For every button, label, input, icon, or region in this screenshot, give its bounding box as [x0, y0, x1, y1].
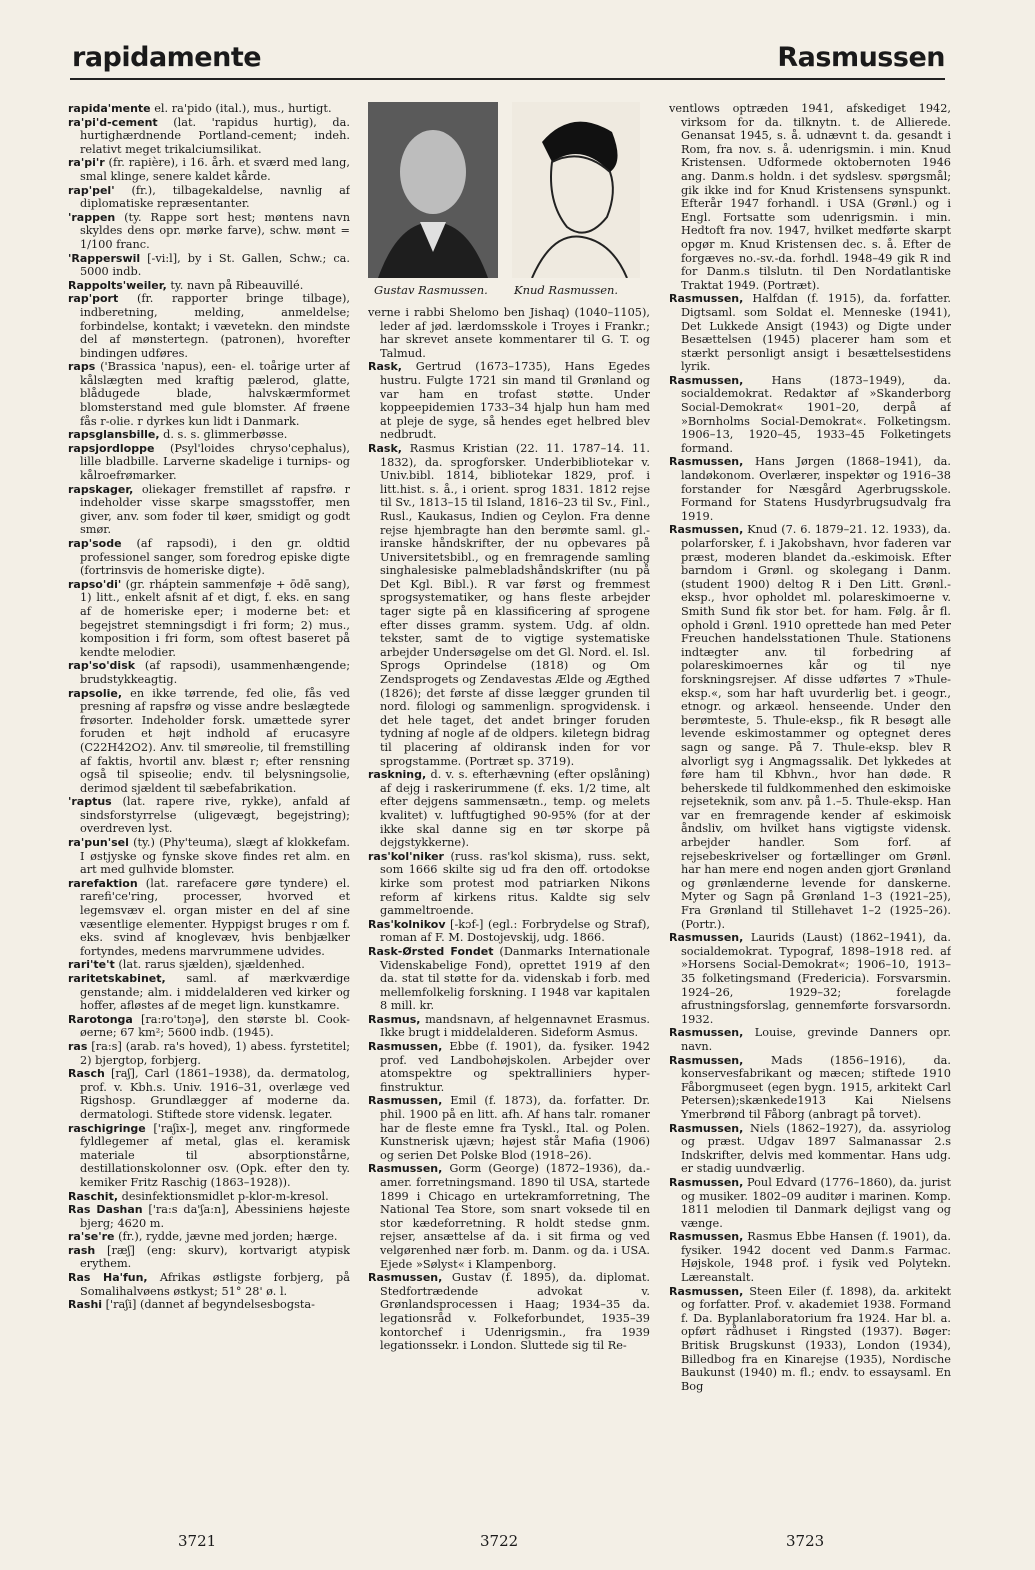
entry-text: (ty.) (Phy'teuma), slægt af klokkefam. I østjyske og fynske skove findes ret alm. en art med gulhvide blomster. [80, 836, 350, 877]
entry-text: desinfektionsmidlet p-klor-m-kresol. [118, 1189, 329, 1203]
entry-text: Poul Edvard (1776–1860), da. jurist og musiker. 1802–09 auditør i marinen. Komp. 1811 melodien til Danmark dejligst vang og vænge. [681, 1175, 951, 1230]
header-rule [70, 78, 945, 80]
entry-text: ty. navn på Ribeauvillé. [166, 278, 304, 292]
dictionary-entry [368, 1040, 650, 1094]
entry-text: (Psyl'loides chryso'cephalus), lille bladbille. Larverne skadelige i turnips- og kålroefrømarker. [80, 441, 350, 483]
entry-text: Rasmus Ebbe Hansen (f. 1901), da. fysiker. 1942 docent ved Danm.s Farmac. Højskole, 1948 prof. i fysik ved Polytekn. Læreanstalt. [681, 1230, 951, 1285]
entry-text: (fr. rapporter bringe tilbage), indberetning, melding, anmeldelse; forbindelse, kontakt; i vævetekn. den mindste del af mønstertegn. (patronen), hvorefter bindingen udføres. [80, 292, 350, 360]
entry-headword: ras'kol'niker [368, 849, 444, 863]
entry-headword: Rasmussen, [669, 523, 744, 537]
dictionary-entry [68, 537, 350, 578]
entry-headword: Rasmussen, [669, 1026, 744, 1040]
dictionary-entry [68, 1244, 350, 1271]
dictionary-entry [368, 306, 650, 360]
dictionary-entry [68, 116, 350, 157]
dictionary-entry [669, 523, 951, 931]
column-2-text [368, 306, 650, 1353]
dictionary-entry [368, 918, 650, 945]
dictionary-entry [368, 850, 650, 918]
dictionary-entry [68, 1271, 350, 1298]
entry-text: verne i rabbi Shelomo ben Jishaq) (1040–1105), leder af jød. lærdomsskole i Troyes i Frankr.; har skrevet ansete kommentarer til G. T. og Talmud. [368, 306, 650, 360]
header-left-word: rapidamente [72, 42, 262, 73]
column-1 [68, 102, 350, 1502]
entry-text: [-kɔf-] (egl.: Forbrydelse og Straf), roman af F. M. Dostojevskij, udg. 1866. [380, 917, 650, 945]
entry-text: ['raʃi] (dannet af begyndelsesbogsta- [102, 1298, 315, 1312]
dictionary-entry [68, 1013, 350, 1040]
entry-text: Halfdan (f. 1915), da. forfatter. Digtsaml. som Soldat el. Menneske (1941), Det Lukkede Ansigt (1943) og Digte under Besættelsen (1945) placerer ham som et stærkt personligt ansigt i besættelsestidens lyrik. [681, 292, 951, 374]
entry-headword: Rarotonga [68, 1012, 133, 1026]
column-3 [669, 102, 951, 1502]
entry-text: Hans (1873–1949), da. socialdemokrat. Redaktør af »Skanderborg Social-Demokrat« 1901–20, derpå af »Bornholms Social-Demokrat«. Folketingsm. 1906–13, 1920–45, 1933–45 Folketingets formand. [681, 373, 951, 455]
entry-text: (ty. Rappe sort hest; møntens navn skyldes dens opr. mørke farve), schw. mønt = 1/100 franc. [80, 210, 350, 251]
page-number-3721: 3721 [178, 1532, 217, 1550]
dictionary-entry [68, 877, 350, 959]
dictionary-entry [368, 1094, 650, 1162]
entry-headword: rapsolie, [68, 686, 123, 700]
entry-headword: 'rappen [68, 210, 116, 224]
entry-text: d. s. s. glimmerbøsse. [159, 428, 288, 442]
page-number-3723: 3723 [786, 1532, 825, 1550]
dictionary-entry [368, 442, 650, 768]
dictionary-entry [68, 687, 350, 796]
dictionary-entry [68, 428, 350, 442]
dictionary-entry [68, 1067, 350, 1121]
entry-text: (lat. rapere rive, rykke), anfald af sindsforstyrrelse (uligevægt, begejstring); overdreven lyst. [80, 795, 350, 836]
entry-headword: rapso'di' [68, 577, 122, 591]
entry-headword: Rask, [368, 360, 402, 374]
entry-headword: Rasmussen, [669, 373, 744, 387]
entry-text: ('Brassica 'napus), een- el. toårige urter af kålslægten med kraftig pælerod, glatte, blådugede blade, halvskærmformet blomsterstand med gule blomster. Af frøene fås r-olie. r dyrkes kun lidt i Danmark. [80, 360, 350, 428]
entry-headword: ras [68, 1039, 88, 1053]
dictionary-entry [669, 292, 951, 374]
entry-text: ventlows optræden 1941, afskediget 1942, virksom for da. tilknytn. t. de Allierede. Genansat 1945, s. å. udnævnt t. da. gesandt i Rom, fra nov. s. å. udenrigsmin. i min. Knud Kristensen. Udformede oktobernoten 1946 ang. Danm.s holdn. i det sydslesv. spørgsmål; gik ikke ind for Knud Kristensens synspunkt. Efterår 1947 forhandl. i USA (Grønl.) og i Engl. Fortsatte som udenrigsmin. i min. Hedtoft fra nov. 1947, hvilket medførte skarpt opgør m. Knud Kristensen dec. s. å. Efter de forgæves no.-sv.-da. forhdl. 1948–49 gik R ind for Danm.s tilslutn. til Den Nordatlantiske Traktat 1949. (Portræt). [669, 102, 951, 292]
entry-headword: Ras Dashan [68, 1203, 143, 1217]
entry-headword: Rasmussen, [669, 1175, 744, 1189]
dictionary-entry [68, 1298, 350, 1312]
entry-headword: Rask, [368, 441, 402, 455]
entry-headword: rap'pel' [68, 183, 115, 197]
entry-text: Gertrud (1673–1735), Hans Egedes hustru. Fulgte 1721 sin mand til Grønland og var ham en trofast støtte. Under koppeepidemien 1733–34 hjalp hun ham med at pleje de syge, så hendes eget helbred blev nedbrudt. [380, 360, 650, 442]
dictionary-entry [68, 1190, 350, 1204]
entry-text: [-vi:l], by i St. Gallen, Schw.; ca. 5000 indb. [80, 251, 350, 279]
caption-knud: Knud Rasmussen. [514, 283, 619, 297]
dictionary-entry [68, 795, 350, 836]
portrait-knud-rasmussen [512, 102, 640, 278]
entry-headword: Rashi [68, 1298, 103, 1312]
dictionary-entry [669, 1230, 951, 1284]
dictionary-entry [68, 958, 350, 972]
dictionary-entry [68, 279, 350, 293]
entry-headword: rapsjordloppe [68, 441, 155, 455]
entry-headword: Rasmussen, [669, 292, 744, 306]
dictionary-entry [669, 455, 951, 523]
caption-gustav: Gustav Rasmussen. [374, 283, 488, 297]
entry-text: (Danmarks Internationale Videnskabelige Fond), oprettet 1919 af den da. stat til støtte for da. videnskab i forb. med mellemfolkelig forskning. I 1948 var kapitalen 8 mill. kr. [380, 944, 650, 1013]
dictionary-entry [68, 102, 350, 116]
entry-text: Afrikas østligste forbjerg, på Somalihalvøens østkyst; 51° 28' ø. l. [80, 1271, 350, 1298]
entry-headword: 'Rapperswil [68, 251, 141, 265]
entry-text: Knud (7. 6. 1879–21. 12. 1933), da. polarforsker, f. i Jakobshavn, hvor faderen var præst, moderen blandet da.-eskimoisk. Efter barndom i Grønl. og skolegang i Danm. (student 1900) deltog R i Den Litt. Grønl.-eksp., hvor opholdet ml. polareskimoerne v. Smith Sund fik stor bet. for ham. Følg. år fl. ophold i Grønl. 1910 oprettede han med Peter Freuchen handelsstationen Thule. Stationens indtægter anv. til forbedring af polareskimoernes kår og til nye forskningsrejser. Af disse udførtes 7 »Thule-eksp.«, som har haft uvurderlig bet. i geogr., etnogr. og arkæol. henseende. Under den berømteste, 5. Thule-eksp., fik R besøgt alle levende eskimostammer og optegnet deres sagn og sange. På 7. Thule-eksp. blev R alvorligt syg i Angmagssalik. Det lykkedes at føre ham til Kbhvn., hvor han døde. R beherskede til fuldkommenhed den eskimoiske rejseteknik, som anv. på 1.–5. Thule-eksp. Han var en fremragende kender af eskimoisk åndsliv, om hvilket hans vigtigste vidensk. arbejder handler. Som forf. af rejsebeskrivelser og fortællinger om Grønl. har han mere end nogen anden gjort Grønland og grønlænderne levende for danskerne. Myter og Sagn på Grønland 1–3 (1921–25), Fra Grønland til Stillehavet 1–2 (1925–26). (Portr.). [681, 523, 951, 931]
dictionary-entry [669, 1054, 951, 1122]
entry-text: Niels (1862–1927), da. assyriolog og præst. Udgav 1897 Salmanassar 2.s Indskrifter, delvis med kommentar. Hans udg. er stadig uundværlig. [681, 1121, 951, 1176]
entry-text: mandsnavn, af helgennavnet Erasmus. Ikke brugt i middelalderen. Sideform Asmus. [380, 1012, 650, 1040]
dictionary-entry [68, 442, 350, 483]
entry-text: Steen Eiler (f. 1898), da. arkitekt og forfatter. Prof. v. akademiet 1938. Formand f. Da. Byplanlaboratorium fra 1924. Har bl. a. opført rådhuset i Ringsted (1937). Bøger: Britisk Brugskunst (1933), London (1934), Billedbog fra en Kinarejse (1935), Nordische Baukunst (1940) m. fl.; endv. to essaysaml. En Bog [681, 1284, 951, 1393]
entry-headword: Rasmussen, [368, 1040, 443, 1054]
column-2 [368, 102, 650, 1502]
dictionary-entry [669, 1026, 951, 1053]
dictionary-entry [68, 1040, 350, 1067]
entry-text: [raʃ], Carl (1861–1938), da. dermatolog, prof. v. Kbh.s. Univ. 1916–31, overlæge ved Rigshosp. Grundlægger af moderne da. dermatologi. Stiftede store vidensk. legater. [80, 1067, 350, 1121]
entry-headword: Ras Ha'fun, [68, 1271, 148, 1285]
entry-text: Mads (1856–1916), da. konservesfabrikant og mæcen; stiftede 1910 Fåborgmuseet (egen bygn. 1915, arkitekt Carl Petersen);skænkede1913 Kai Nielsens Ymerbrønd til Fåborg (anbragt på torvet). [681, 1053, 951, 1121]
entry-text: (fr.), rydde, jævne med jorden; hærge. [114, 1230, 338, 1244]
entry-text: [ra:s] (arab. ra's hoved), 1) abess. fyrstetitel; 2) bjergtop, forbjerg. [80, 1039, 350, 1067]
entry-text: ['raʃix-], meget anv. ringformede fyldlegemer af metal, glas el. keramisk materiale til absorptionstårne, destillationskolonner osv. (Opk. efter den ty. kemiker Fritz Raschig (1863–1928)). [80, 1121, 350, 1189]
dictionary-entry [669, 1176, 951, 1230]
entry-text: Gustav (f. 1895), da. diplomat. Stedfortrædende advokat v. Grønlandsprocessen i Haag; 1934–35 da. legationsråd v. Folkeforbundet, 1935–39 kontorchef i Udenrigsmin., fra 1939 legationssekr. i London. Sluttede sig til Re- [380, 1271, 650, 1353]
dictionary-entry [669, 1122, 951, 1176]
entry-headword: Rasmus, [368, 1012, 421, 1026]
entry-text: (lat. rarefacere gøre tyndere) el. rarefi'ce'ring, processer, hvorved et legemsvæv el. organ mister en del af sine væsentlige elementer. Hyppigst bruges r om f. eks. svind af knoglevæv, hvis benbjælker fortyndes, medens marvrummene udvides. [80, 876, 350, 958]
entry-headword: Rasmussen, [368, 1162, 443, 1176]
entry-headword: Rasmussen, [669, 1284, 744, 1298]
entry-headword: rash [68, 1243, 96, 1257]
entry-headword: Rask-Ørsted Fondet [368, 944, 494, 958]
entry-headword: rap'sode [68, 537, 122, 550]
entry-text: (fr.), tilbagekaldelse, navnlig af diplomatiske repræsentanter. [80, 183, 350, 211]
entry-headword: Rasmussen, [669, 931, 744, 945]
entry-headword: 'raptus [68, 795, 112, 809]
dictionary-entry [68, 972, 350, 1013]
entry-headword: ra'pun'sel [68, 836, 129, 850]
entry-headword: raritetskabinet, [68, 972, 166, 985]
entry-text: Rasmus Kristian (22. 11. 1787–14. 11. 1832), da. sprogforsker. Underbibliotekar v. Univ.bibl. 1814, bibliotekar 1829, prof. i litt.hist. s. å., i orient. sprog 1831. 1812 rejse til Sv., 1813–15 til Island, 1816–23 til Sv., Finl., Rusl., Kaukasus, Indien og Ceylon. Fra denne rejse hjembragte han den berømte saml. gl.-iranske håndskrifter, der nu opbevares på Universitetsbibl., og en fremragende samling singhalesiske palmebladshåndskrifter (nu på Det Kgl. Bibl.). R var først og fremmest sprogsystematiker, og hans fleste arbejder tager sigte på en klassificering af sprogene efter disses gramm. system. Udg. af oldn. tekster, samt de to vigtige systematiske arbejder Undersøgelse om det Gl. Nord. el. Isl. Sprogs Oprindelse (1818) og Om Zendsprogets og Zendavestas Ælde og Ægthed (1826); det første af disse lægger grunden til nord. filologi og sammenlign. sprogvidensk. i det hele taget, det andet bringer foruden tydning af nogle af de oldpers. kiletegn bidrag til placering af oldiransk inden for vor sprogstamme. (Portræt sp. 3719). [380, 441, 650, 768]
dictionary-entry [68, 836, 350, 877]
dictionary-entry [368, 360, 650, 442]
entry-text: (af rapsodi), usammenhængende; brudstykkeagtig. [80, 659, 350, 686]
portrait-gustav-rasmussen [368, 102, 498, 278]
entry-text: [ra:ro'tɔŋə], den største bl. Cook-øerne; 67 km²; 5600 indb. (1945). [80, 1012, 350, 1040]
dictionary-entry [368, 1162, 650, 1271]
portrait-block [368, 102, 650, 302]
entry-text: Emil (f. 1873), da. forfatter. Dr. phil. 1900 på en litt. afh. Af hans talr. romaner har de fleste emne fra Tyskl., Ital. og Polen. Kunstnerisk ujævn; højest står Mafia (1906) og serien Det Polske Blod (1918–26). [380, 1094, 650, 1162]
page-header [70, 42, 943, 74]
dictionary-entry [368, 945, 650, 1013]
entry-headword: Ras'kolnikov [368, 917, 446, 931]
page-number-3722: 3722 [480, 1532, 519, 1550]
dictionary-entry [68, 1122, 350, 1190]
entry-text: (russ. ras'kol skisma), russ. sekt, som 1666 skilte sig ud fra den off. ortodokse kirke som protest mod patriarken Nikons reform af kirkens ritus. Kaldte sig selv gammeltroende. [380, 849, 650, 918]
entry-text: (lat. 'rapidus hurtig), da. hurtighærdnende Portland-cement; indeh. relativt meget trikalciumsilikat. [80, 115, 350, 156]
entry-text: d. v. s. efterhævning (efter opslåning) af dejg i raskerirummene (f. eks. 1/2 time, alt efter dejgens sammensætn., temp. og melets kvalitet) v. luftfugtighed 90-95% (for at der ikke skal danne sig en tør skorpe på dejgstykkerne). [380, 768, 650, 850]
entry-headword: rapskager, [68, 482, 134, 496]
dictionary-entry [68, 156, 350, 183]
entry-headword: Rasmussen, [669, 1053, 744, 1067]
entry-headword: rapida'mente [68, 102, 151, 115]
entry-headword: rarefaktion [68, 876, 138, 890]
entry-headword: rap'so'disk [68, 659, 136, 673]
header-right-word: Rasmussen [777, 42, 945, 73]
entry-headword: raps [68, 360, 96, 374]
entry-headword: Rasmussen, [368, 1271, 443, 1285]
dictionary-entry [669, 1285, 951, 1394]
dictionary-entry [368, 1271, 650, 1353]
entry-headword: ra'pi'd-cement [68, 115, 158, 129]
dictionary-entry [368, 1013, 650, 1040]
dictionary-entry [669, 374, 951, 456]
entry-text: Ebbe (f. 1901), da. fysiker. 1942 prof. ved Landbohøjskolen. Arbejder over atomspektre og spektrallinіers hyper-finstruktur. [380, 1040, 650, 1094]
entry-text: oliekager fremstillet af rapsfrø. r indeholder visse skarpe smagsstoffer, men giver, anv. som foder til køer, smidigt og godt smør. [80, 482, 350, 537]
entry-text: (fr. rapière), i 16. årh. et sværd med lang, smal klinge, senere kaldet kårde. [80, 156, 350, 183]
dictionary-entry [68, 184, 350, 211]
entry-headword: raskning, [368, 768, 427, 782]
dictionary-entry [68, 292, 350, 360]
dictionary-entry [68, 483, 350, 537]
entry-text: ['ra:s da'ʃa:n], Abessiniens højeste bjerg; 4620 m. [80, 1203, 350, 1230]
entry-text: saml. af mærkværdige genstande; alm. i middelalderen ved kirker og hoffer, afløstes af de meget lign. kunstkamre. [80, 972, 350, 1013]
entry-headword: ra'pi'r [68, 156, 105, 170]
entry-headword: Raschit, [68, 1189, 118, 1203]
entry-headword: rari'te't [68, 958, 115, 972]
entry-text: (gr. rháptein sammenføje + ōdē sang), 1) litt., enkelt afsnit af et digt, f. eks. en sang af de homeriske eper; i moderne bet: et begejstret stemningsdigt i fri form; 2) mus., komposition i fri form, som oftest baseret på kendte melodier. [80, 577, 350, 659]
entry-text: (lat. rarus sjælden), sjældenhed. [114, 958, 305, 972]
dictionary-entry [368, 768, 650, 850]
dictionary-entry [68, 578, 350, 660]
entry-headword: Rasch [68, 1067, 105, 1081]
entry-text: el. ra'pido (ital.), mus., hurtigt. [150, 102, 332, 115]
entry-headword: ra'se're [68, 1230, 115, 1244]
entry-headword: Rasmussen, [669, 1121, 744, 1135]
dictionary-entry [669, 102, 951, 292]
entry-headword: raschigringe [68, 1121, 146, 1135]
entry-headword: rapsglansbille, [68, 428, 160, 442]
entry-text: (af rapsodi), i den gr. oldtid professionel sanger, som foredrog episke digte (fortrinsvis de homeriske digte). [80, 537, 350, 578]
dictionary-entry [68, 659, 350, 686]
entry-headword: Rasmussen, [669, 1230, 744, 1244]
entry-headword: Rappolts'weiler, [68, 278, 167, 292]
entry-headword: Rasmussen, [368, 1094, 443, 1108]
dictionary-entry [669, 931, 951, 1026]
entry-text: [ræʃ] (eng: skurv), kortvarigt atypisk erythem. [80, 1243, 350, 1271]
entry-text: Louise, grevinde Danners opr. navn. [681, 1026, 951, 1053]
dictionary-entry [68, 1203, 350, 1230]
entry-text: en ikke tørrende, fed olie, fås ved presning af rapsfrø og visse andre beslægtede frøsorter. Indeholder forsk. umættede syrer foruden et højt indhold af erucasyre (C22H42O2). Anv. til smøreolie, til fremstilling af faktis, hvortil anv. blæst r; efter rensning også til spiseolie; endv. til belysningsolie, derimod sjældent til sæbefabrikation. [80, 686, 350, 795]
dictionary-entry [68, 252, 350, 279]
dictionary-entry [68, 1230, 350, 1244]
entry-headword: rap'port [68, 292, 119, 306]
dictionary-entry [68, 360, 350, 428]
entry-text: Gorm (George) (1872–1936), da.-amer. forretningsmand. 1890 til USA, startede 1899 i Chicago en urtekramforretning, The National Tea Store, som snart voksede til en stor kædeforretning. R holdt stedse gnm. rejser, ansættelse af da. i sit firma og ved velgørenhed nær forb. m. Danm. og da. i USA. Ejede »Sølyst« i Klampenborg. [380, 1162, 650, 1271]
entry-text: Laurids (Laust) (1862–1941), da. socialdemokrat. Typograf, 1898–1918 red. af »Horsens Social-Demokrat«; 1906–10, 1913–35 folketingsmand (Fredericia). Forsvarsmin. 1924–26, 1929–32; forelagde afrustningsforslag, gennemførte forsvarsordn. 1932. [681, 931, 951, 1026]
entry-headword: Rasmussen, [669, 455, 744, 469]
dictionary-entry [68, 211, 350, 252]
entry-text: Hans Jørgen (1868–1941), da. landøkonom. Overlærer, inspektør og 1916–38 forstander for Næsgård Agerbrugsskole. Formand for Statens Husdyrbrugsudvalg fra 1919. [681, 455, 951, 523]
